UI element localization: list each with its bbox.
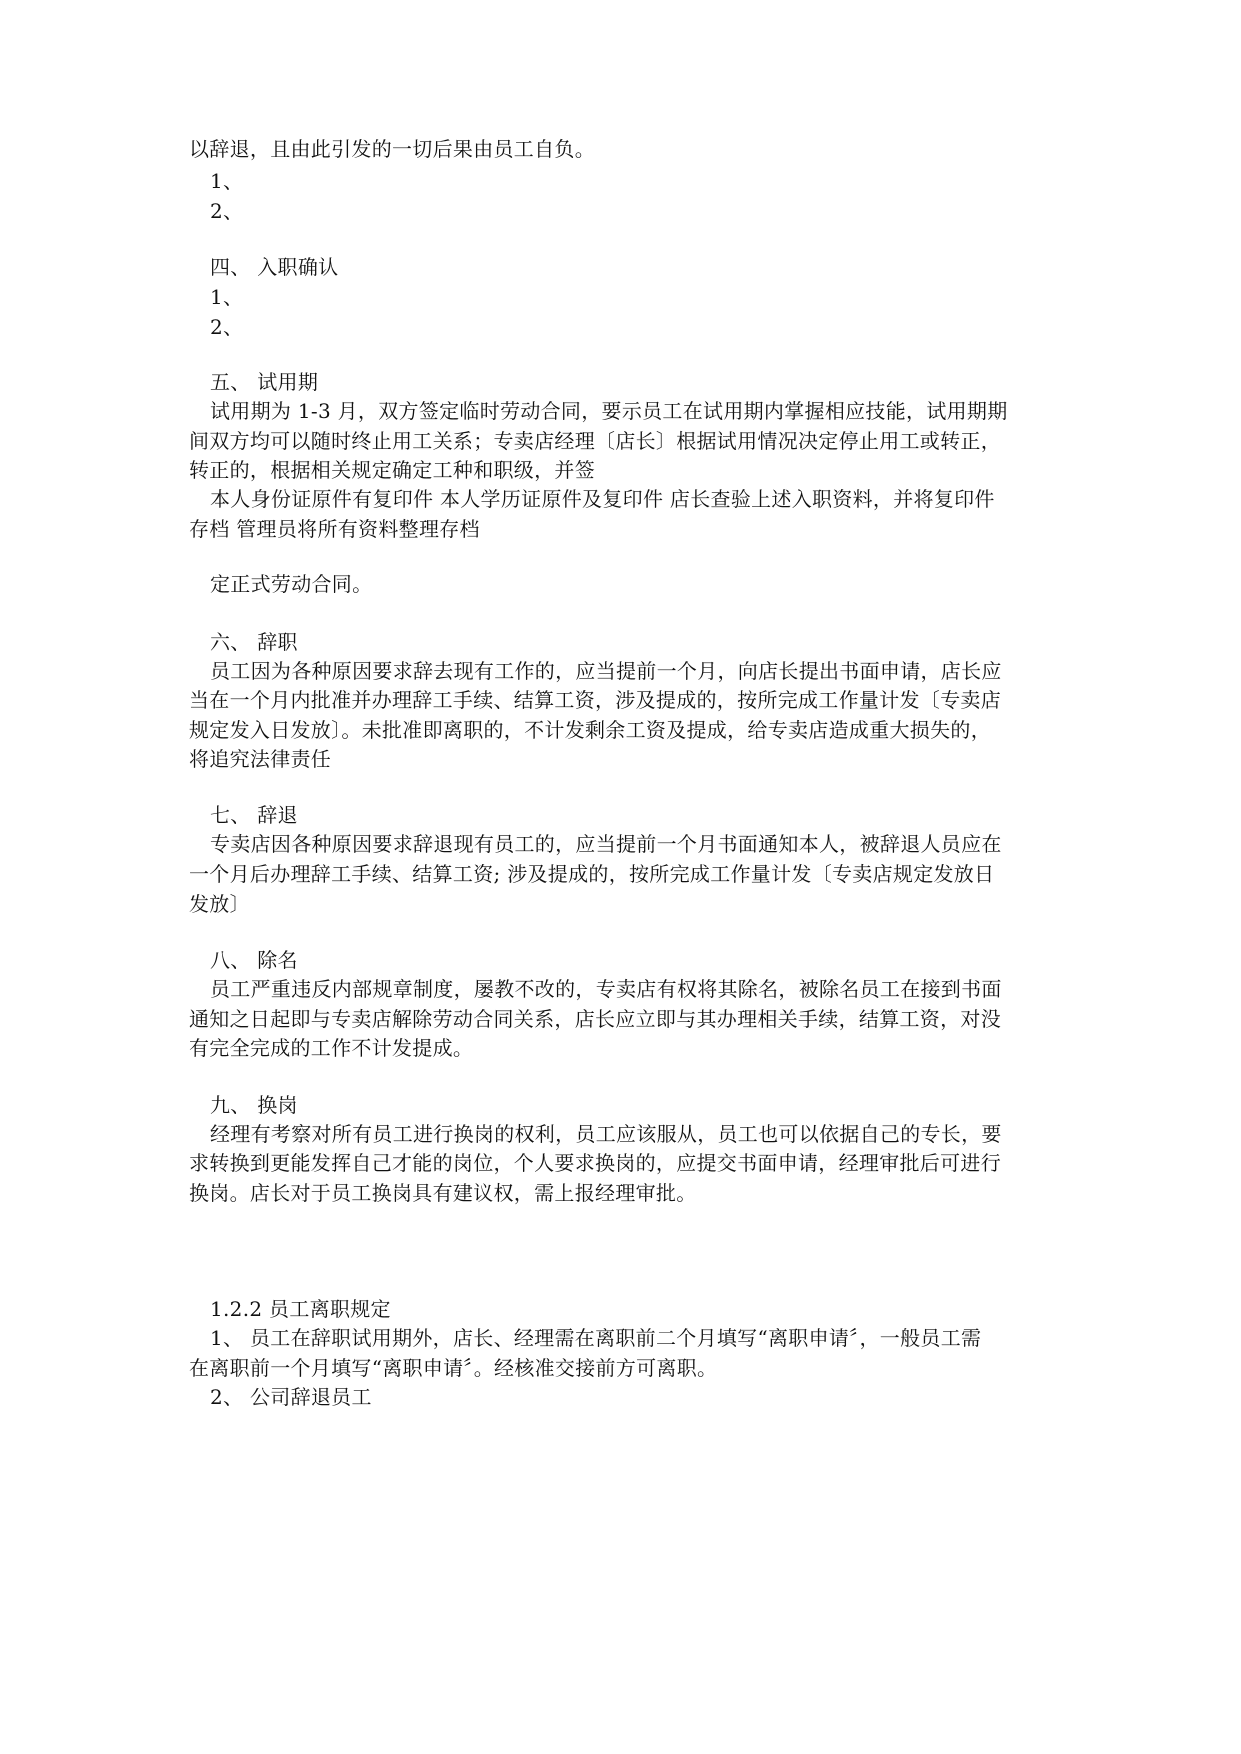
text-line: 一个月后办理辞工手续、结算工资; 涉及提成的，按所完成工作量计发〔专卖店规定发放日	[189, 862, 995, 886]
text-line: 有完全完成的工作不计发提成。	[189, 1036, 474, 1060]
list-marker: 1、	[210, 169, 244, 193]
text-line: 求转换到更能发挥自己才能的岗位，个人要求换岗的，应提交书面申请，经理审批后可进行	[189, 1151, 1001, 1175]
section-heading-job-rotation: 九、 换岗	[210, 1093, 298, 1117]
section-heading-dismissal: 七、 辞退	[210, 803, 298, 827]
text-line: 存档 管理员将所有资料整理存档	[189, 517, 480, 541]
text-line: 以辞退，且由此引发的一切后果由员工自负。	[189, 137, 595, 161]
section-heading-probation: 五、 试用期	[210, 370, 319, 394]
list-marker: 2、	[210, 315, 244, 339]
text-line: 换岗。店长对于员工换岗具有建议权，需上报经理审批。	[189, 1181, 697, 1205]
text-line: 在离职前一个月填写“离职申请〞。经核准交接前方可离职。	[189, 1356, 718, 1380]
text-line: 当在一个月内批准并办理辞工手续、结算工资，涉及提成的，按所完成工作量计发〔专卖店	[189, 688, 1001, 712]
text-line: 发放〕	[189, 892, 250, 916]
text-line: 员工因为各种原因要求辞去现有工作的，应当提前一个月，向店长提出书面申请，店长应	[210, 659, 1002, 683]
text-line: 经理有考察对所有员工进行换岗的权利，员工应该服从，员工也可以依据自己的专长，要	[210, 1122, 1002, 1146]
text-line: 定正式劳动合同。	[210, 572, 373, 596]
section-heading-expulsion: 八、 除名	[210, 948, 298, 972]
text-line: 试用期为 1-3 月，双方签定临时劳动合同，要示员工在试用期内掌握相应技能，试用期期	[210, 399, 1008, 423]
text-line: 间双方均可以随时终止用工关系；专卖店经理〔店长〕根据试用情况决定停止用工或转正，	[189, 429, 1001, 453]
list-marker: 2、	[210, 199, 244, 223]
text-line: 2、 公司辞退员工	[210, 1385, 372, 1409]
text-line: 将追究法律责任	[189, 747, 332, 771]
text-line: 本人身份证原件有复印件 本人学历证原件及复印件 店长查验上述入职资料，并将复印件	[210, 487, 995, 511]
text-line: 员工严重违反内部规章制度，屡教不改的，专卖店有权将其除名，被除名员工在接到书面	[210, 977, 1002, 1001]
text-line: 通知之日起即与专卖店解除劳动合同关系，店长应立即与其办理相关手续，结算工资，对没	[189, 1007, 1001, 1031]
list-marker: 1、	[210, 285, 244, 309]
text-line: 规定发入日发放〕。未批准即离职的，不计发剩余工资及提成，给专卖店造成重大损失的，	[189, 718, 991, 742]
text-line: 专卖店因各种原因要求辞退现有员工的，应当提前一个月书面通知本人，被辞退人员应在	[210, 832, 1002, 856]
section-heading-resignation: 六、 辞职	[210, 630, 298, 654]
text-line: 转正的，根据相关规定确定工种和职级，并签	[189, 458, 595, 482]
section-heading-employee-departure-rules: 1.2.2 员工离职规定	[210, 1297, 391, 1321]
section-heading-onboarding-confirmation: 四、 入职确认	[210, 255, 339, 279]
text-line: 1、 员工在辞职试用期外，店长、经理需在离职前二个月填写“离职申请〞，一般员工需	[210, 1326, 982, 1350]
